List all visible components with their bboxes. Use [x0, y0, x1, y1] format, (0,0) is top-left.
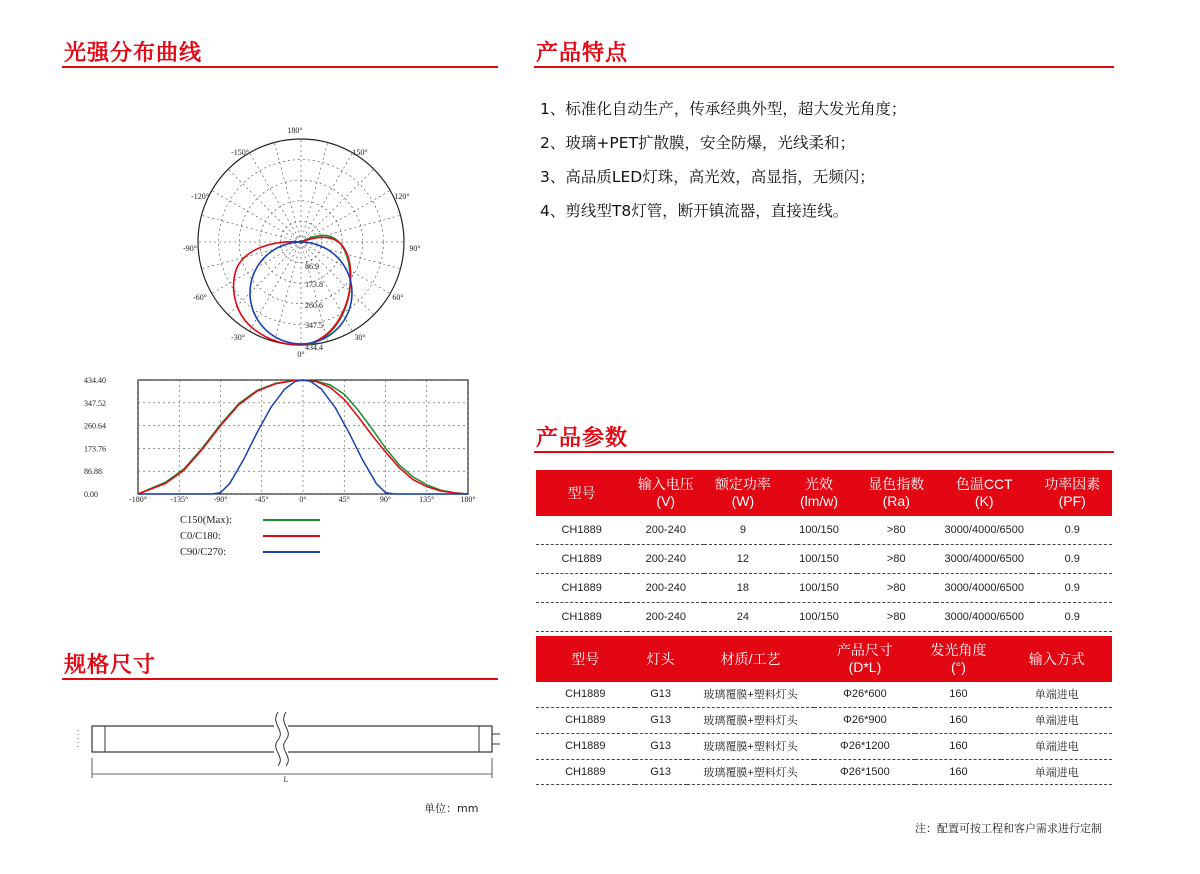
polar-spoke	[228, 242, 301, 315]
table-row	[536, 759, 1112, 784]
table-cell: 单端进电	[1001, 707, 1112, 733]
chart-x-tick-label: 90°	[379, 495, 392, 504]
polar-intensity-diagram	[180, 120, 430, 365]
polar-label-30: 30°	[354, 333, 366, 342]
polar-label-150: 150°	[352, 148, 368, 157]
table-cell: >80	[857, 602, 937, 631]
polar-spoke	[212, 191, 301, 243]
chart-y-tick-label: 0.00	[84, 490, 98, 499]
params-section-title: 产品参数	[536, 426, 629, 451]
polar-spoke	[301, 153, 353, 242]
table-cell: 200-240	[627, 516, 704, 544]
chart-x-tick-label: -135°	[170, 495, 189, 504]
table-cell: 0.9	[1032, 516, 1112, 544]
table-cell: 3000/4000/6500	[936, 602, 1032, 631]
table-cell: CH1889	[536, 682, 635, 707]
table-row	[536, 733, 1112, 759]
table-header-cell: 输入电压 (V)	[627, 470, 704, 516]
table-cell: CH1889	[536, 516, 627, 544]
polar-label-180: 180°	[287, 126, 303, 135]
polar-radius-label: 260.6	[305, 301, 323, 310]
table-cell: 玻璃覆膜+塑料灯头	[687, 759, 815, 784]
polar-radius-label: 173.8	[305, 280, 323, 289]
length-label: L	[283, 775, 289, 784]
table-cell: 3000/4000/6500	[936, 516, 1032, 544]
table-cell: >80	[857, 516, 937, 544]
polar-spoke	[202, 242, 301, 269]
table-row	[536, 602, 1112, 631]
linear-intensity-chart	[70, 370, 490, 570]
feature-item: 2、玻璃+PET扩散膜，安全防爆，光线柔和；	[540, 134, 855, 152]
table-cell: 单端进电	[1001, 759, 1112, 784]
polar-label-m60: -60°	[193, 293, 207, 302]
table-header-cell: 光效 (lm/w)	[782, 470, 857, 516]
table-cell: CH1889	[536, 602, 627, 631]
chart-x-tick-label: -180°	[129, 495, 147, 504]
features-section-title: 产品特点	[536, 41, 629, 66]
table-row	[536, 707, 1112, 733]
table-cell: 3000/4000/6500	[936, 544, 1032, 573]
table-cell: 玻璃覆膜+塑料灯头	[687, 682, 815, 707]
chart-x-tick-label: -90°	[213, 495, 228, 504]
chart-x-tick-label: 180°	[460, 495, 476, 504]
table-cell: G13	[635, 733, 687, 759]
table-row	[536, 682, 1112, 707]
table-header-cell: 显色指数 (Ra)	[857, 470, 937, 516]
table-cell: 单端进电	[1001, 682, 1112, 707]
chart-y-tick-label: 86.88	[84, 467, 102, 477]
polar-spoke	[274, 143, 301, 242]
table-header-cell: 功率因素 (PF)	[1032, 470, 1112, 516]
feature-item: 3、高品质LED灯珠，高光效，高显指，无频闪；	[540, 168, 875, 186]
table-cell: 3000/4000/6500	[936, 573, 1032, 602]
chart-x-tick-label: -45°	[254, 495, 269, 504]
table-cell: Φ26*600	[814, 682, 915, 707]
table-cell: CH1889	[536, 573, 627, 602]
table-header-cell: 型号	[536, 470, 627, 516]
table-header-cell: 型号	[536, 636, 635, 682]
feature-item: 1、标准化自动生产，传承经典外型，超大发光角度；	[540, 100, 907, 118]
polar-spoke	[301, 191, 390, 243]
chart-y-tick-label: 347.52	[84, 398, 106, 408]
unit-label: 单位：mm	[424, 802, 479, 815]
table-header-cell: 材质/工艺	[687, 636, 815, 682]
polar-radius-label: 347.5	[305, 321, 323, 330]
chart-y-tick-label: 260.64	[84, 421, 106, 431]
chart-x-tick-label: 0°	[299, 495, 307, 504]
polar-spoke	[274, 242, 301, 341]
table-cell: G13	[635, 759, 687, 784]
table-cell: 160	[915, 682, 1001, 707]
chart-x-ticks	[129, 495, 476, 504]
feature-list	[540, 92, 1180, 228]
title-rule	[62, 678, 498, 680]
chart-legend	[180, 515, 320, 558]
title-rule	[534, 451, 1114, 453]
chart-legend-label: C150(Max):	[180, 515, 232, 526]
table-header-cell: 额定功率 (W)	[704, 470, 781, 516]
feature-item: 4、剪线型T8灯管，断开镇流器，直接连线。	[540, 202, 849, 220]
table-cell: 200-240	[627, 544, 704, 573]
title-rule	[62, 66, 498, 68]
polar-label-m90: -90°	[183, 244, 197, 253]
dimensions-section-title: 规格尺寸	[64, 653, 157, 678]
table-cell: 单端进电	[1001, 733, 1112, 759]
table-header-cell: 灯头	[635, 636, 687, 682]
table-cell: 100/150	[782, 544, 857, 573]
table-cell: G13	[635, 682, 687, 707]
table-cell: 0.9	[1032, 602, 1112, 631]
table-cell: CH1889	[536, 544, 627, 573]
tube-dimension-drawing	[70, 700, 500, 790]
table-row	[536, 544, 1112, 573]
table-cell: 160	[915, 707, 1001, 733]
table-header-cell: 发光角度 (°)	[915, 636, 1001, 682]
table-cell: 12	[704, 544, 781, 573]
table-cell: 玻璃覆膜+塑料灯头	[687, 707, 815, 733]
polar-label-m30: -30°	[231, 333, 245, 342]
table-cell: 100/150	[782, 573, 857, 602]
table-cell: 200-240	[627, 573, 704, 602]
polar-radius-label: 434.4	[305, 343, 323, 352]
table-cell: 100/150	[782, 516, 857, 544]
polar-label-120: 120°	[394, 192, 410, 201]
chart-y-ticks	[84, 376, 106, 499]
table-cell: >80	[857, 573, 937, 602]
polar-label-m120: -120°	[191, 192, 209, 201]
chart-x-tick-label: 135°	[419, 495, 435, 504]
chart-x-tick-label: 45°	[338, 495, 350, 504]
polar-label-0: 0°	[297, 350, 305, 359]
table-header-row	[536, 470, 1112, 516]
table-row	[536, 516, 1112, 544]
table-cell: CH1889	[536, 707, 635, 733]
table-header-cell: 产品尺寸 (D*L)	[814, 636, 915, 682]
customization-note: 注：配置可按工程和客户需求进行定制	[915, 822, 1102, 835]
chart-y-tick-label: 434.40	[84, 376, 106, 385]
table-cell: Φ26*1500	[814, 759, 915, 784]
table-cell: >80	[857, 544, 937, 573]
table-cell: G13	[635, 707, 687, 733]
table-header-cell: 输入方式	[1001, 636, 1112, 682]
table-cell: CH1889	[536, 759, 635, 784]
table-cell: 9	[704, 516, 781, 544]
table-row	[536, 573, 1112, 602]
spec-table-electrical	[536, 470, 1112, 632]
chart-grid	[138, 380, 468, 494]
intensity-section-title: 光强分布曲线	[64, 41, 203, 66]
table-header-row	[536, 636, 1112, 682]
table-cell: 18	[704, 573, 781, 602]
title-rule	[534, 66, 1114, 68]
polar-spoke	[202, 215, 301, 242]
table-cell: CH1889	[536, 733, 635, 759]
chart-legend-label: C0/C180:	[180, 531, 221, 542]
tube-body	[92, 726, 492, 752]
table-cell: Φ26*900	[814, 707, 915, 733]
table-header-cell: 色温CCT (K)	[936, 470, 1032, 516]
table-cell: 160	[915, 759, 1001, 784]
polar-label-m150: -150°	[231, 148, 249, 157]
table-cell: 160	[915, 733, 1001, 759]
chart-y-tick-label: 173.76	[84, 444, 106, 454]
polar-radius-label: 86.9	[305, 262, 319, 271]
table-cell: 玻璃覆膜+塑料灯头	[687, 733, 815, 759]
table-cell: 100/150	[782, 602, 857, 631]
table-cell: 200-240	[627, 602, 704, 631]
polar-spoke	[250, 153, 302, 242]
polar-spoke	[301, 169, 374, 242]
chart-legend-label: C90/C270:	[180, 547, 227, 558]
table-cell: 24	[704, 602, 781, 631]
table-cell: Φ26*1200	[814, 733, 915, 759]
table-cell: 0.9	[1032, 573, 1112, 602]
polar-label-60: 60°	[392, 293, 404, 302]
polar-spoke	[228, 169, 301, 242]
polar-spoke	[301, 143, 328, 242]
spec-table-physical	[536, 636, 1112, 785]
polar-label-90: 90°	[409, 244, 421, 253]
table-cell: 0.9	[1032, 544, 1112, 573]
